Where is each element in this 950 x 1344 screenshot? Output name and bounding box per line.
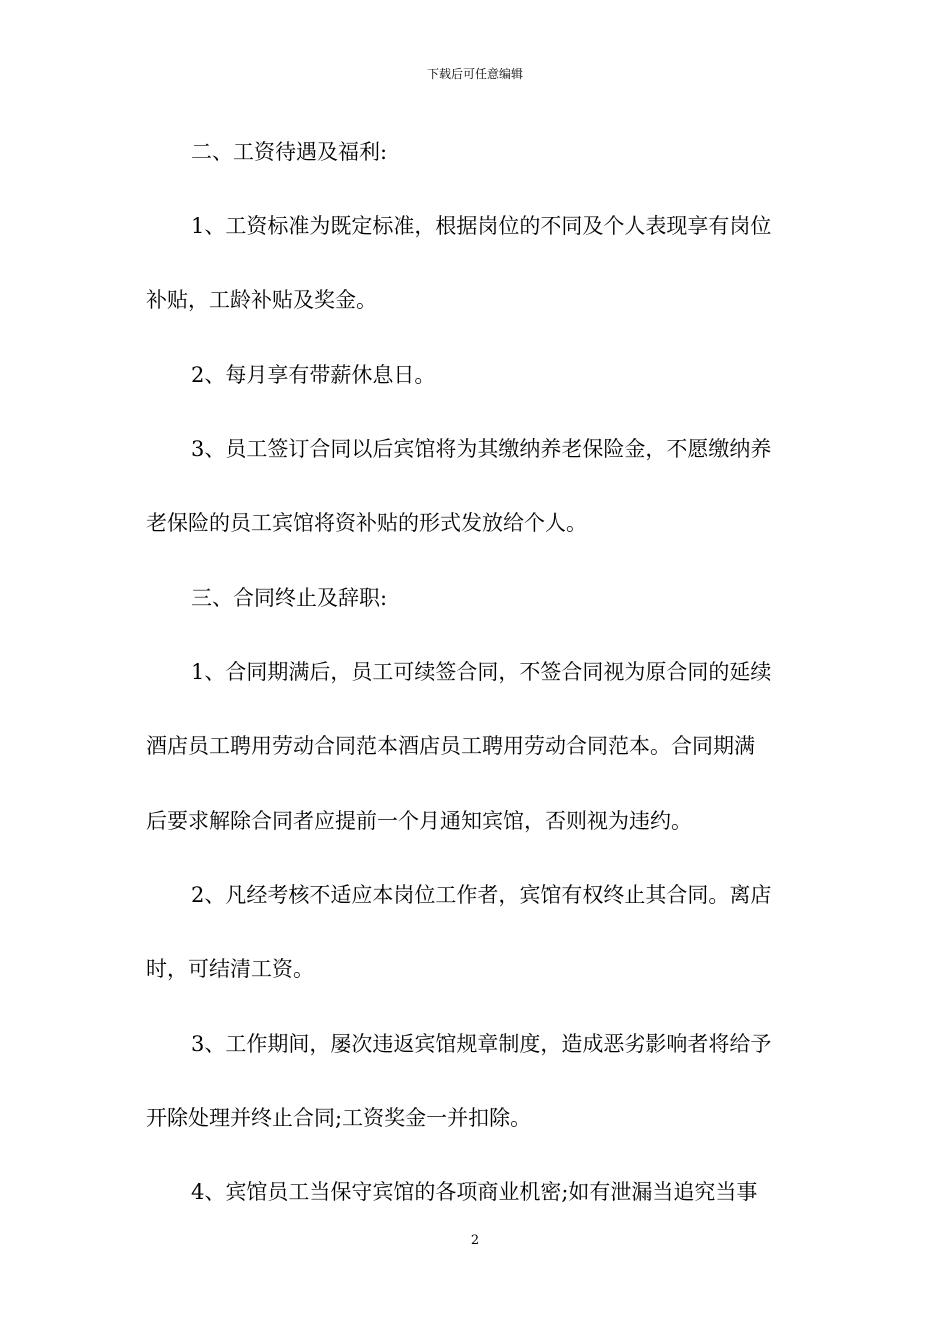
paragraph-line: 时，可结清工资。 bbox=[146, 957, 314, 981]
paragraph-line: 2、凡经考核不适应本岗位工作者，宾馆有权终止其合同。离店 bbox=[191, 883, 772, 907]
paragraph-line: 1、合同期满后，员工可续签合同，不签合同视为原合同的延续 bbox=[191, 660, 772, 684]
paragraph-line: 3、员工签订合同以后宾馆将为其缴纳养老保险金，不愿缴纳养 bbox=[191, 437, 772, 461]
page-header-note: 下载后可任意编辑 bbox=[426, 67, 523, 81]
paragraph-line: 后要求解除合同者应提前一个月通知宾馆，否则视为违约。 bbox=[146, 809, 692, 833]
section-heading-termination: 三、合同终止及辞职: bbox=[191, 586, 388, 610]
paragraph-line: 补贴，工龄补贴及奖金。 bbox=[146, 288, 377, 312]
paragraph-line: 1、工资标准为既定标准，根据岗位的不同及个人表现享有岗位 bbox=[191, 214, 772, 238]
paragraph-line: 3、工作期间，屡次违返宾馆规章制度，造成恶劣影响者将给予 bbox=[191, 1032, 772, 1056]
paragraph-line: 2、每月享有带薪休息日。 bbox=[191, 363, 436, 387]
paragraph-line: 开除处理并终止合同;工资奖金一并扣除。 bbox=[146, 1106, 532, 1130]
paragraph-line: 4、宾馆员工当保守宾馆的各项商业机密;如有泄漏当追究当事 bbox=[191, 1180, 758, 1204]
section-heading-wages: 二、工资待遇及福利: bbox=[191, 140, 388, 164]
page-number: 2 bbox=[470, 1233, 480, 1248]
paragraph-line: 老保险的员工宾馆将资补贴的形式发放给个人。 bbox=[146, 511, 587, 535]
paragraph-line: 酒店员工聘用劳动合同范本酒店员工聘用劳动合同范本。合同期满 bbox=[146, 734, 755, 758]
